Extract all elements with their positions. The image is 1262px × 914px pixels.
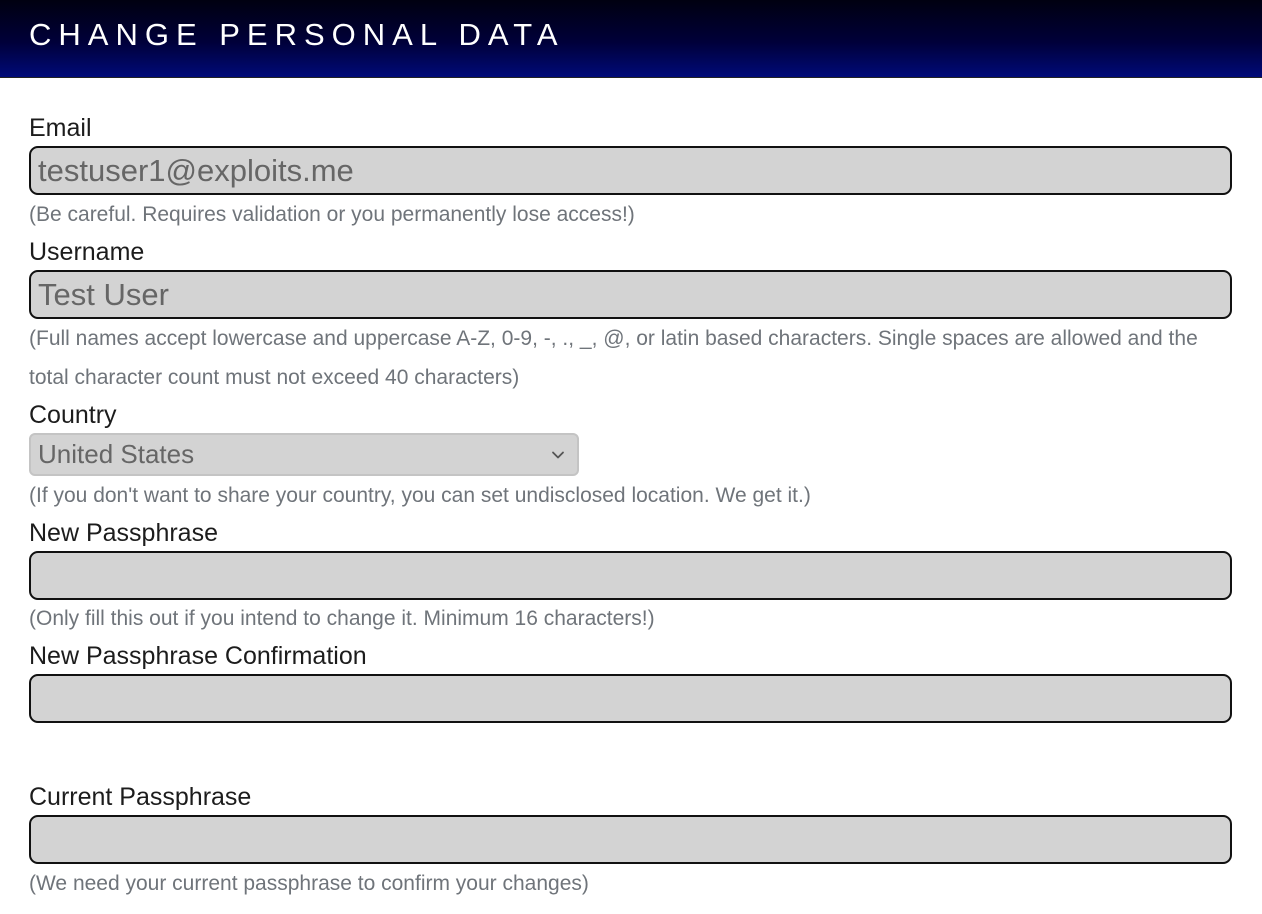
chevron-down-icon: [551, 448, 565, 462]
email-field[interactable]: [29, 146, 1232, 195]
username-label: Username: [29, 238, 145, 266]
page-title: CHANGE PERSONAL DATA: [29, 17, 565, 52]
new-passphrase-field[interactable]: [29, 551, 1232, 600]
country-label: Country: [29, 401, 117, 429]
new-passphrase-label: New Passphrase: [29, 519, 218, 547]
new-passphrase-confirm-field[interactable]: [29, 674, 1232, 723]
personal-data-form: [29, 110, 1232, 903]
username-field[interactable]: [29, 270, 1232, 319]
email-label: Email: [29, 114, 92, 142]
country-selected-value: United States: [38, 439, 195, 469]
country-select[interactable]: [29, 433, 579, 476]
form-spacer: [29, 723, 1232, 779]
current-passphrase-hint: (We need your current passphrase to confirm your changes): [29, 872, 589, 895]
current-passphrase-field[interactable]: [29, 815, 1232, 864]
new-passphrase-confirm-label: New Passphrase Confirmation: [29, 642, 367, 670]
email-hint: (Be careful. Requires validation or you permanently lose access!): [29, 203, 635, 226]
current-passphrase-label: Current Passphrase: [29, 783, 252, 811]
country-hint: (If you don't want to share your country, you can set undisclosed location. We get it.): [29, 484, 811, 507]
username-hint: (Full names accept lowercase and uppercase A-Z, 0-9, -, ., _, @, or latin based characters. Single spaces are allowed and the total character count must not exceed 40 characters): [29, 327, 1198, 389]
page-header: [0, 0, 1262, 78]
new-passphrase-hint: (Only fill this out if you intend to change it. Minimum 16 characters!): [29, 607, 655, 630]
